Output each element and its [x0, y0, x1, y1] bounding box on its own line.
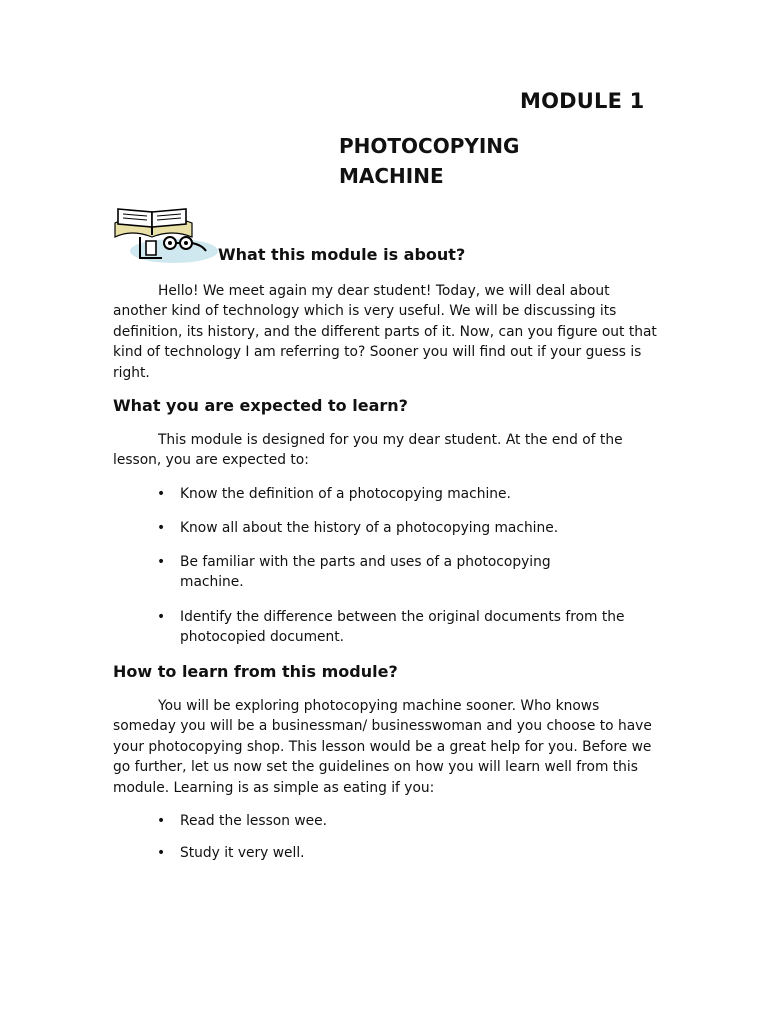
about-paragraph: Hello! We meet again my dear student! Today, we will deal about another kind of technology which is very useful. We will be discussing its definition, its history, and the different parts of it. Now, can you figure out that kind of technology I am referring to? Sooner you will find out if your guess is right. [113, 283, 657, 381]
list-item: • Study it very well. [155, 843, 305, 863]
page-title [339, 131, 599, 191]
section-heading-expected: What you are expected to learn? [113, 396, 408, 415]
module-label: MODULE 1 [520, 89, 645, 113]
title-line-1: PHOTOCOPYING [339, 134, 520, 158]
list-item: • Read the lesson wee. [155, 811, 327, 831]
section-heading-about: What this module is about? [218, 245, 466, 264]
list-item: • Identify the difference between the original documents from the photocopied document. [155, 607, 655, 648]
list-item: • Know the definition of a photocopying machine. [155, 484, 511, 504]
expected-paragraph: This module is designed for you my dear student. At the end of the lesson, you are expected to: [113, 432, 623, 469]
list-item: • Know all about the history of a photocopying machine. [155, 518, 558, 538]
title-line-2: MACHINE [339, 164, 444, 188]
how-to-learn-paragraph: You will be exploring photocopying machine sooner. Who knows someday you will be a businessman/ businesswoman and you choose to have your photocopying shop. This lesson would be a great help for you. Before we go further, let us now set the guidelines on how you will learn well from this module. Learning is as simple as eating if you: [113, 698, 652, 796]
section-heading-how-to-learn: How to learn from this module? [113, 662, 398, 681]
reading-student-icon [112, 203, 222, 265]
list-item: • Be familiar with the parts and uses of a photocopying machine. [155, 552, 610, 593]
